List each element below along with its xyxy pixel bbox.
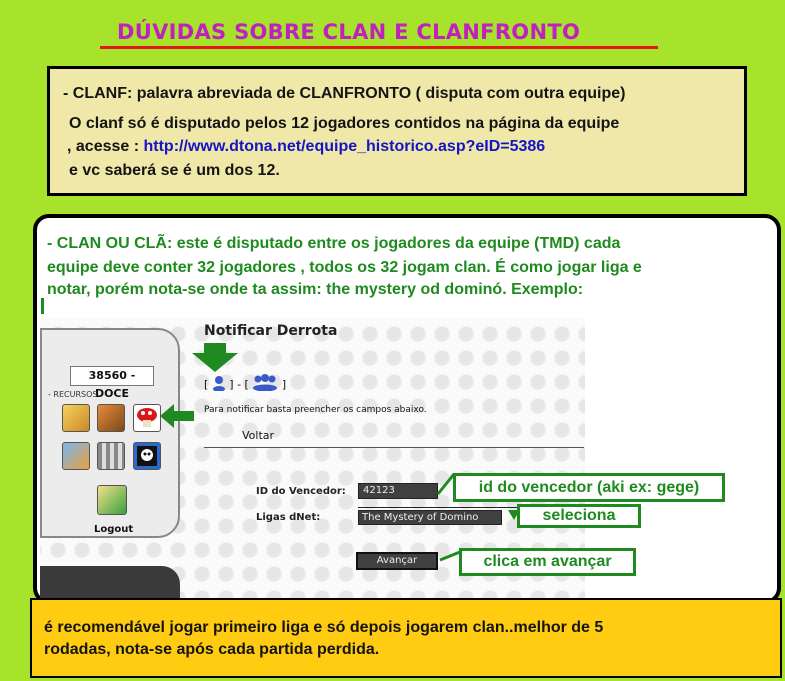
callout-avancar: clica em avançar bbox=[459, 548, 636, 576]
help-text: Para notificar basta preencher os campos abaixo. bbox=[204, 405, 427, 415]
notify-type-row bbox=[204, 373, 286, 391]
callout-id-vencedor: id do vencedor (aki ex: gege) bbox=[453, 473, 725, 502]
callout-seleciona: seleciona bbox=[517, 504, 641, 528]
recommendation-line-2: rodadas, nota-se após cada partida perdida. bbox=[44, 641, 380, 658]
settings-icon[interactable] bbox=[97, 442, 125, 470]
bracket-separator: ] - [ bbox=[229, 378, 249, 391]
skull-icon[interactable] bbox=[133, 442, 161, 470]
bracket-close: ] bbox=[281, 378, 287, 391]
player-code: 38560 - DOCE bbox=[70, 366, 154, 386]
recursos-label: - RECURSOS bbox=[48, 390, 98, 399]
logout-icon[interactable] bbox=[97, 485, 127, 515]
group-users-icon[interactable] bbox=[252, 373, 278, 391]
clanf-info-box bbox=[47, 66, 747, 196]
clanf-access-line bbox=[67, 138, 545, 156]
clan-definition: - CLAN OU CLÃ: este é disputado entre os jogadores da equipe (TMD) cada bbox=[47, 235, 621, 252]
clanf-rule: O clanf só é disputado pelos 12 jogadores contidos na página da equipe bbox=[69, 115, 620, 132]
logout-label[interactable]: Logout bbox=[94, 524, 134, 535]
sidebar-bottom bbox=[40, 566, 180, 602]
sidebar-panel bbox=[40, 328, 180, 538]
left-arrow-icon bbox=[160, 404, 194, 428]
access-prefix: , acesse : bbox=[67, 138, 144, 155]
id-vencedor-label: ID do Vencedor: bbox=[256, 486, 346, 497]
ligas-dnet-select[interactable]: The Mystery of Domino bbox=[358, 510, 502, 525]
recommendation-line-1: é recomendável jogar primeiro liga e só depois jogarem clan..melhor de 5 bbox=[44, 619, 604, 636]
page-title: DÚVIDAS SOBRE CLAN E CLANFRONTO bbox=[117, 20, 581, 44]
clanf-definition: - CLANF: palavra abreviada de CLANFRONTO ( disputa com outra equipe) bbox=[63, 85, 626, 102]
voltar-link[interactable]: Voltar bbox=[242, 429, 275, 442]
clan-example-intro: notar, porém nota-se onde ta assim: the mystery od dominó. Exemplo: bbox=[47, 281, 584, 298]
ligas-dnet-label: Ligas dNet: bbox=[256, 512, 321, 523]
edit-icon[interactable] bbox=[62, 404, 90, 432]
users-search-icon[interactable] bbox=[62, 442, 90, 470]
down-arrow-icon bbox=[190, 343, 240, 373]
single-user-icon[interactable] bbox=[212, 375, 226, 391]
recommendation-box bbox=[30, 598, 782, 678]
title-underline bbox=[100, 46, 658, 49]
mushroom-icon[interactable] bbox=[133, 404, 161, 432]
notificar-derrota-title: Notificar Derrota bbox=[204, 323, 338, 339]
divider bbox=[204, 447, 584, 448]
clan-rule: equipe deve conter 32 jogadores , todos os 32 jogam clan. É como jogar liga e bbox=[47, 259, 642, 276]
clanf-note: e vc saberá se é um dos 12. bbox=[69, 162, 280, 179]
bracket-open: [ bbox=[204, 378, 209, 391]
equipe-historico-link[interactable]: http://www.dtona.net/equipe_historico.asp?eID=5386 bbox=[143, 138, 546, 155]
id-vencedor-input[interactable]: 42123 bbox=[358, 483, 438, 499]
green-marker bbox=[41, 298, 44, 314]
exit-door-icon[interactable] bbox=[97, 404, 125, 432]
avancar-button[interactable]: Avançar bbox=[356, 552, 438, 570]
